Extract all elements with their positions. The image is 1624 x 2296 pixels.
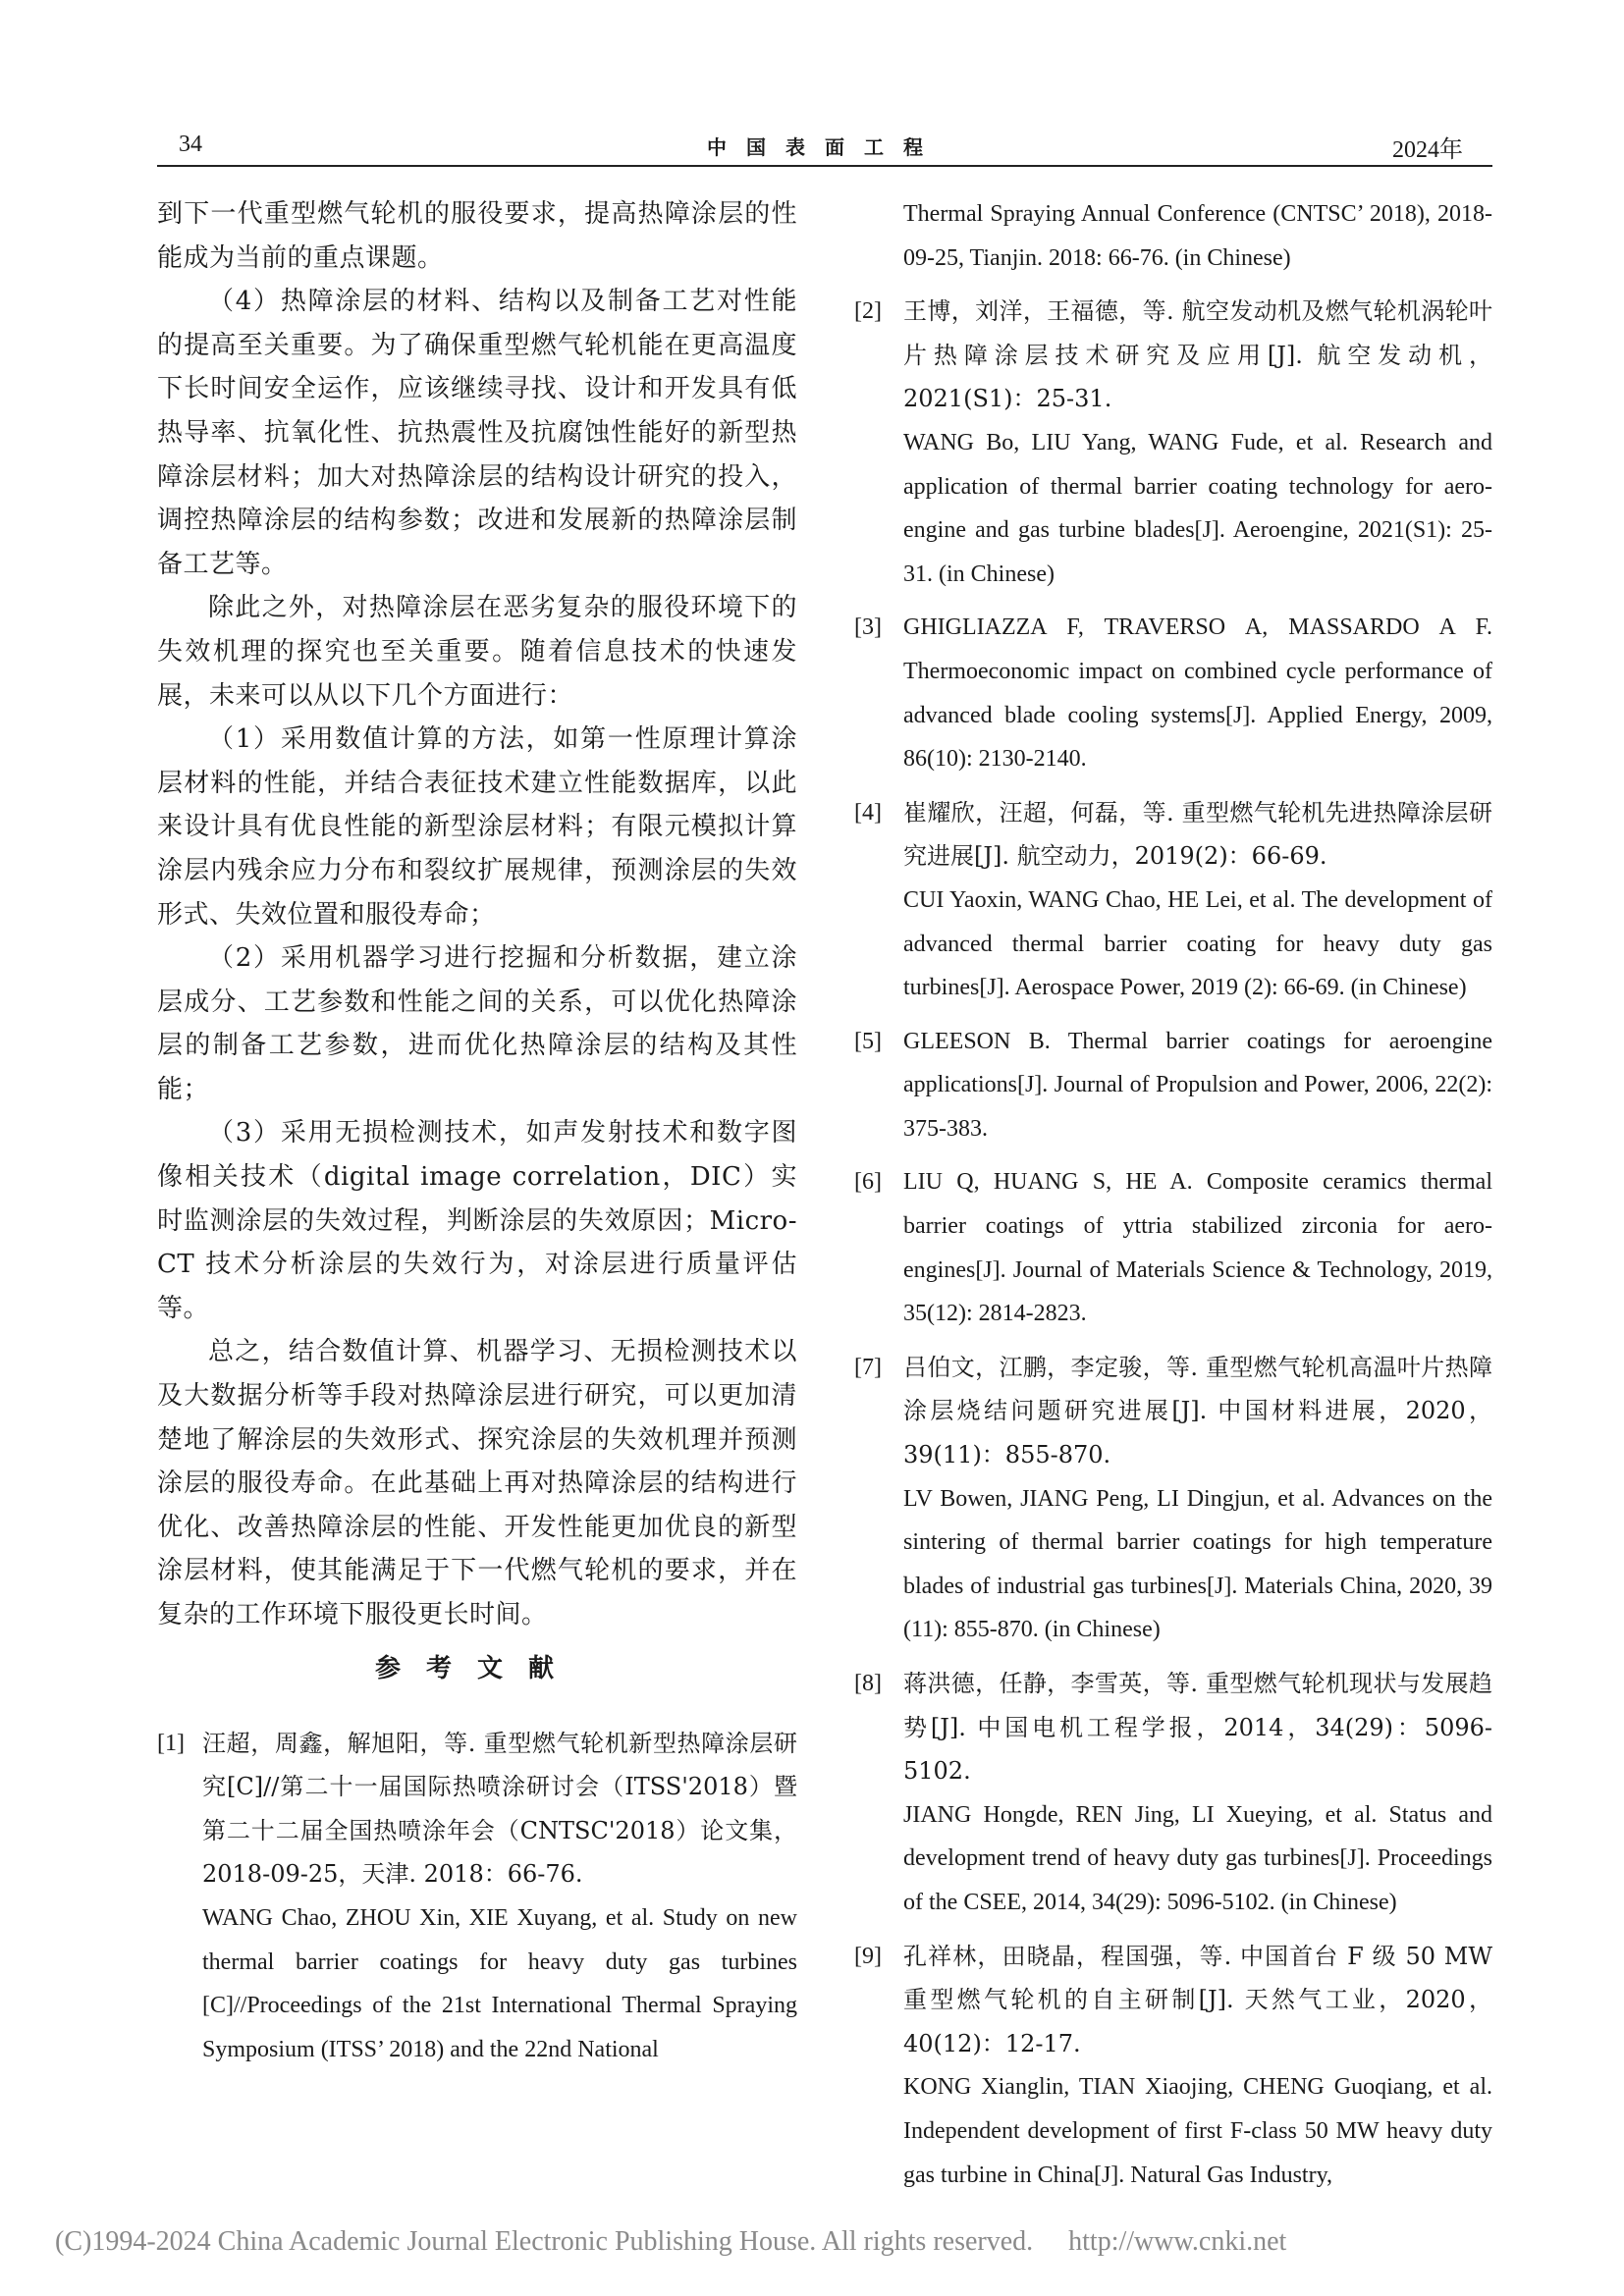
references-heading: 参考文献: [374, 1653, 579, 1683]
reference-number: [7]: [854, 1354, 882, 1380]
reference-number: [1]: [157, 1730, 185, 1756]
reference-item: [854, 1020, 1492, 1151]
reference-number: [5]: [854, 1028, 882, 1054]
copyright-footer: [55, 2226, 1286, 2258]
page-number: 34: [179, 132, 202, 157]
reference-item: [854, 1935, 1492, 2198]
reference-item: [157, 1722, 797, 2072]
reference-chinese: 孔祥林，田晓晶，程国强，等. 中国首台 F 级 50 MW 重型燃气轮机的自主研制[J]. 天然气工业，2020，40(12)：12-17.: [903, 1942, 1492, 2057]
reference-chinese: 王博，刘洋，王福德，等. 航空发动机及燃气轮机涡轮叶片热障涂层技术研究及应用[J]. 航空发动机，2021(S1)：25-31.: [903, 297, 1492, 413]
body-paragraph: （1）采用数值计算的方法，如第一性原理计算涂层材料的性能，并结合表征技术建立性能数据库，以此来设计具有优良性能的新型涂层材料；有限元模拟计算涂层内残余应力分布和裂纹扩展规律，预测涂层的失效形式、失效位置和服役寿命；: [157, 724, 797, 930]
reference-english: JIANG Hongde, REN Jing, LI Xueying, et al. Status and development trend of heavy duty gas turbines[J]. Proceedings of the CSEE, 2014, 34(29): 5096-5102. (in Chinese): [903, 1801, 1492, 1915]
reference-item: [854, 290, 1492, 596]
reference-number: [2]: [854, 298, 882, 325]
reference-chinese: 汪超，周鑫，解旭阳，等. 重型燃气轮机新型热障涂层研究[C]//第二十一届国际热喷涂研讨会（ITSS'2018）暨第二十二届全国热喷涂年会（CNTSC'2018）论文集，2018-09-25，天津. 2018：66-76.: [202, 1729, 797, 1889]
reference-english: KONG Xianglin, TIAN Xiaojing, CHENG Guoqiang, et al. Independent development of first F-class 50 MW heavy duty gas turbine in China[J]. Natural Gas Industry,: [903, 2074, 1492, 2188]
reference-item-continued: [854, 192, 1492, 280]
reference-english: LV Bowen, JIANG Peng, LI Dingjun, et al. Advances on the sintering of thermal barrier coatings for high temperature blades of industrial gas turbines[J]. Materials China, 2020, 39 (11): 855-870. (in Chinese): [903, 1485, 1492, 1643]
body-paragraph: （3）采用无损检测技术，如声发射技术和数字图像相关技术（digital image correlation，DIC）实时监测涂层的失效过程，判断涂层的失效原因；Micro-CT 技术分析涂层的失效行为，对涂层进行质量评估等。: [157, 1118, 797, 1323]
issue-year: 2024年: [1392, 137, 1463, 163]
reference-english: WANG Bo, LIU Yang, WANG Fude, et al. Research and application of thermal barrier coating technology for aero-engine and gas turbine blades[J]. Aeroengine, 2021(S1): 25-31. (in Chinese): [903, 429, 1492, 587]
body-paragraph: （2）采用机器学习进行挖掘和分析数据，建立涂层成分、工艺参数和性能之间的关系，可以优化热障涂层的制备工艺参数，进而优化热障涂层的结构及其性能；: [157, 943, 797, 1104]
journal-title: 中国表面工程: [707, 135, 943, 159]
reference-number: [9]: [854, 1943, 882, 1969]
body-paragraph: 除此之外，对热障涂层在恶劣复杂的服役环境下的失效机理的探究也至关重要。随着信息技术的快速发展，未来可以从以下几个方面进行：: [157, 593, 797, 711]
body-paragraph: 总之，结合数值计算、机器学习、无损检测技术以及大数据分析等手段对热障涂层进行研究，可以更加清楚地了解涂层的失效形式、探究涂层的失效机理并预测涂层的服役寿命。在此基础上再对热障涂层的结构进行优化、改善热障涂层的性能、开发性能更加优良的新型涂层材料，使其能满足于下一代燃气轮机的要求，并在复杂的工作环境下服役更长时间。: [157, 1337, 797, 1629]
left-column: [157, 192, 797, 2081]
reference-item: [854, 606, 1492, 780]
reference-chinese: 蒋洪德，任静，李雪英，等. 重型燃气轮机现状与发展趋势[J]. 中国电机工程学报，2014，34(29)：5096-5102.: [903, 1670, 1492, 1786]
reference-english: GLEESON B. Thermal barrier coatings for aeroengine applications[J]. Journal of Propulsion and Power, 2006, 22(2): 375-383.: [903, 1028, 1492, 1142]
footer-url[interactable]: http://www.cnki.net: [1068, 2226, 1287, 2257]
reference-item: [854, 1160, 1492, 1335]
reference-chinese: 吕伯文，江鹏，李定骏，等. 重型燃气轮机高温叶片热障涂层烧结问题研究进展[J]. 中国材料进展，2020，39(11)：855-870.: [903, 1353, 1492, 1469]
body-paragraph: 到下一代重型燃气轮机的服役要求，提高热障涂层的性能成为当前的重点课题。: [157, 199, 797, 273]
reference-english: Thermal Spraying Annual Conference (CNTSC’ 2018), 2018-09-25, Tianjin. 2018: 66-76. (in Chinese): [903, 201, 1492, 271]
copyright-text: (C)1994-2024 China Academic Journal Electronic Publishing House. All rights reserved.: [55, 2226, 1034, 2257]
reference-english: LIU Q, HUANG S, HE A. Composite ceramics thermal barrier coatings of yttria stabilized zirconia for aero-engines[J]. Journal of Materials Science & Technology, 2019, 35(12): 2814-2823.: [903, 1169, 1492, 1327]
reference-number: [4]: [854, 799, 882, 826]
reference-item: [854, 1346, 1492, 1652]
reference-number: [8]: [854, 1671, 882, 1696]
page-header: [157, 128, 1492, 167]
reference-item: [854, 1662, 1492, 1925]
reference-english: GHIGLIAZZA F, TRAVERSO A, MASSARDO A F. Thermoeconomic impact on combined cycle performance of advanced blade cooling systems[J]. Applied Energy, 2009, 86(10): 2130-2140.: [903, 614, 1492, 773]
right-column: [854, 192, 1492, 2207]
reference-item: [854, 791, 1492, 1010]
reference-number: [6]: [854, 1169, 882, 1196]
reference-english: CUI Yaoxin, WANG Chao, HE Lei, et al. The development of advanced thermal barrier coating for heavy duty gas turbines[J]. Aerospace Power, 2019 (2): 66-69. (in Chinese): [903, 886, 1492, 1001]
body-paragraph: （4）热障涂层的材料、结构以及制备工艺对性能的提高至关重要。为了确保重型燃气轮机能在更高温度下长时间安全运作，应该继续寻找、设计和开发具有低热导率、抗氧化性、抗热震性及抗腐蚀性能好的新型热障涂层材料；加大对热障涂层的结构设计研究的投入，调控热障涂层的结构参数；改进和发展新的热障涂层制备工艺等。: [157, 287, 797, 579]
reference-english: WANG Chao, ZHOU Xin, XIE Xuyang, et al. Study on new thermal barrier coatings for heavy duty gas turbines [C]//Proceedings of the 21st International Thermal Spraying Symposium (ITSS’ 2018) and the 22nd National: [202, 1904, 797, 2062]
reference-number: [3]: [854, 614, 882, 641]
reference-chinese: 崔耀欣，汪超，何磊，等. 重型燃气轮机先进热障涂层研究进展[J]. 航空动力，2019(2)：66-69.: [903, 798, 1492, 871]
